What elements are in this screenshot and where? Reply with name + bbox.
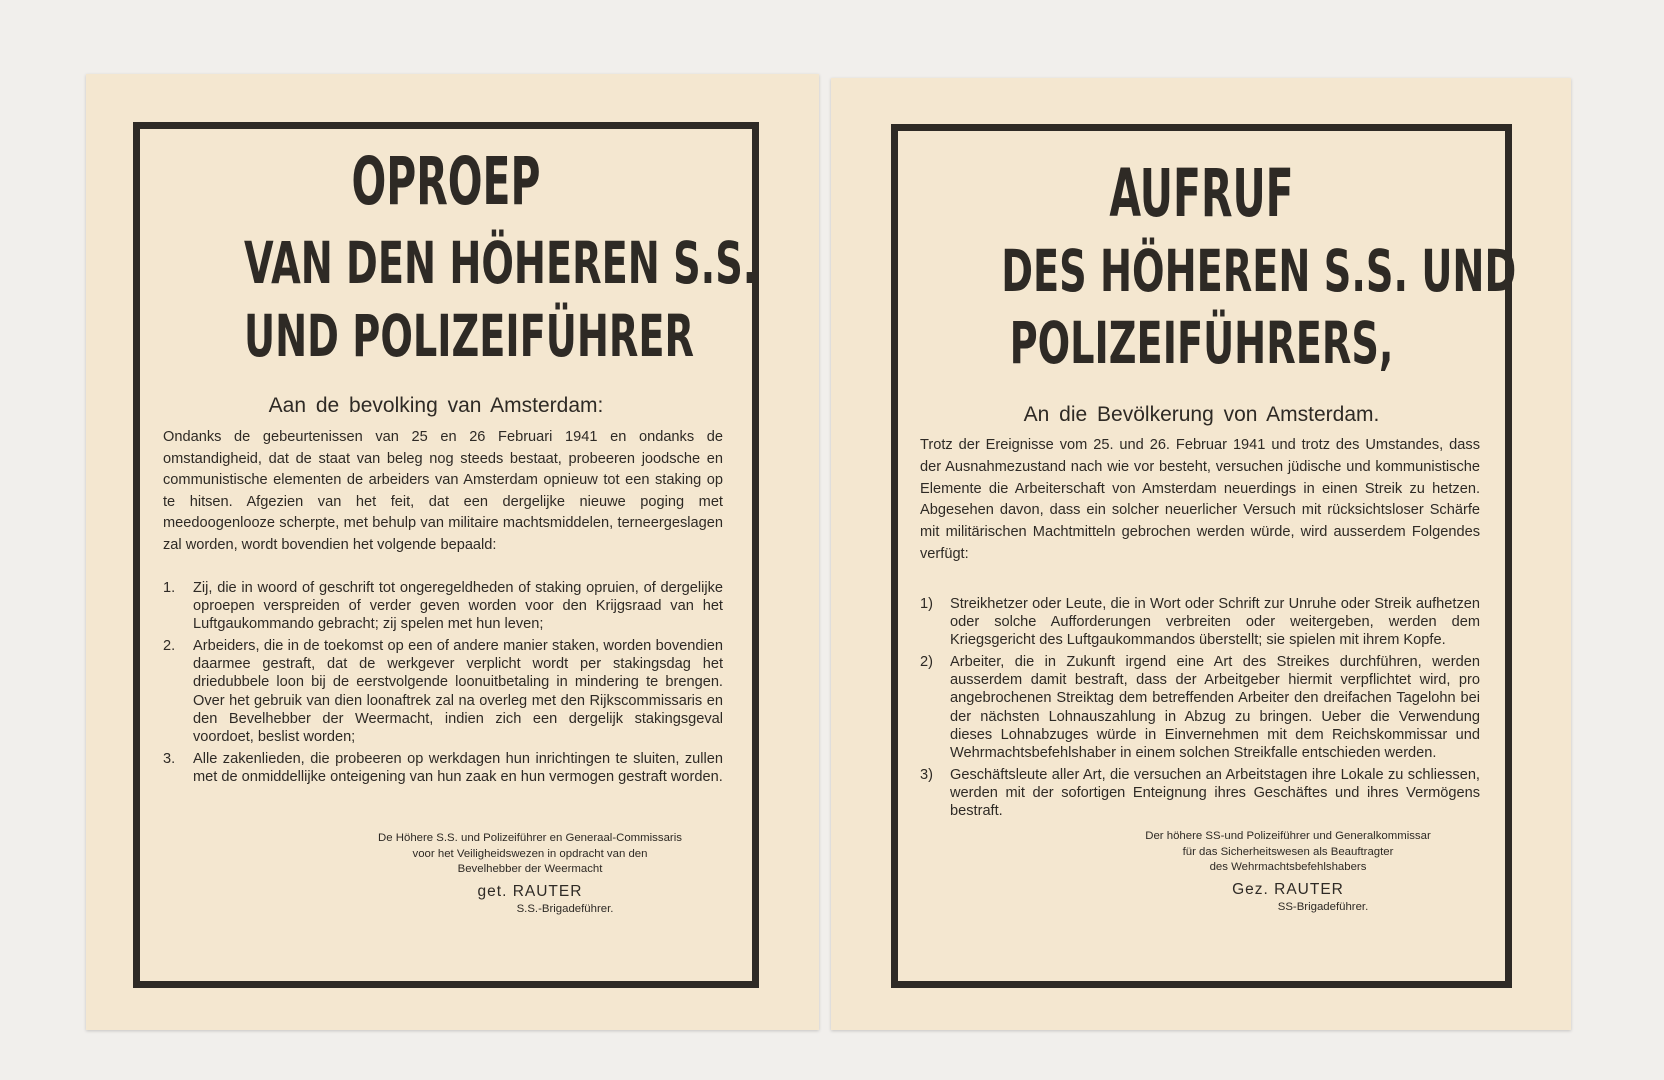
signature-line: De Höhere S.S. und Polizeiführer en Generaal-Commissaris <box>378 832 682 844</box>
german-headline-line2: DES HÖHEREN S.S. UND <box>1001 237 1517 305</box>
list-item-number: 2) <box>920 654 933 671</box>
dutch-headline-line3: UND POLIZEIFÜHRER <box>244 302 695 370</box>
german-headline-line3: POLIZEIFÜHRERS, <box>1009 309 1394 377</box>
german-poster <box>831 78 1571 1030</box>
signature-name: Gez. RAUTER <box>1232 880 1344 898</box>
list-item-text: Arbeiders, die in de toekomst op een of andere manier staken, worden bovendien daarmee gestraft, dat de werkgever verplicht wordt per stakingsdag het driedubbele loon bij de eerstvolgende loonuitbetaling in mindering te brengen. Over het gebruik van dien loonaftrek zal na overleg met den Rijkscommissaris en den Bevelhebber der Weermacht, indien zich een dergelijk stakingsgeval voordoet, beslist worden; <box>193 638 723 745</box>
dutch-poster-border <box>133 122 759 988</box>
list-item-text: Streikhetzer oder Leute, die in Wort oder Schrift zur Unruhe oder Streik aufhetzen oder solche Aufforderungen verbreiten oder weitergeben, werden dem Kriegsgericht des Luftgaukommandos überstellt; sie spielen mit ihrem Kopfe. <box>950 596 1480 649</box>
list-item <box>163 579 723 633</box>
german-greeting: An die Bevölkerung von Amsterdam. <box>1023 403 1380 426</box>
signature-rank: SS-Brigadeführer. <box>1277 900 1369 913</box>
signature-line: für das Sicherheitswesen als Beauftragter <box>1182 845 1394 858</box>
signature-rank: S.S.-Brigadeführer. <box>516 902 614 915</box>
list-item-text: Arbeiter, die in Zukunft irgend eine Art des Streikes durchführen, werden ausserdem damit bestraft, dass der Arbeitgeber hiermit verpflichtet wird, pro angebrochenen Streiktag dem betreffenden Arbeiter den dreifachen Tagelohn bei der nächsten Lohnauszahlung in Abzug zu bringen. Ueber die Verwendung dieses Lohnabzuges würde in Einvernehmen mit dem Reichskommissar und Wehrmachtsbefehlshaber in einem solchen Streikfalle entschieden werden. <box>950 654 1480 761</box>
list-item-number: 3. <box>163 750 176 767</box>
list-item-number: 3) <box>920 766 933 783</box>
german-signature-block <box>1078 829 1498 915</box>
list-item <box>163 637 723 746</box>
list-item <box>920 653 1480 762</box>
list-item-text: Geschäftsleute aller Art, die versuchen an Arbeitstagen ihre Lokale zu schliessen, werden mit der sofortigen Enteignung ihres Geschäftes und ihres Vermögens bestraft. <box>950 766 1480 820</box>
signature-line: des Wehrmachtsbefehlshabers <box>1209 861 1367 873</box>
dutch-headline-title: OPROEP <box>351 143 541 220</box>
dutch-poster <box>86 74 819 1030</box>
signature-line: Bevelhebber der Weermacht <box>457 863 603 875</box>
signature-name: get. RAUTER <box>477 882 583 900</box>
german-headline-title: AUFRUF <box>1109 155 1294 232</box>
dutch-decree-list <box>163 579 723 790</box>
list-item <box>920 595 1480 649</box>
list-item-number: 1) <box>920 596 933 612</box>
signature-line: voor het Veiligheidswezen in opdracht van den <box>412 847 648 860</box>
dutch-intro-paragraph: Ondanks de gebeurtenissen van 25 en 26 Februari 1941 en ondanks de omstandigheid, dat de staat van beleg nog steeds bestaat, probeeren joodsche en communistische elementen de arbeiders van Amsterdam opnieuw tot een staking op te hitsen. Afgezien van het feit, dat een dergelijke nieuwe poging met meedoogenlooze scherpte, met behulp van militaire machtsmiddelen, terneergeslagen zal worden, wordt bovendien het volgende bepaald: <box>163 429 723 553</box>
list-item-text: Alle zakenlieden, die probeeren op werkdagen hun inrichtingen te sluiten, zullen met de onmiddellijke onteigening van hun zaak en hun vermogen gestraft worden. <box>193 750 723 785</box>
dutch-headline-line2: VAN DEN HÖHEREN S.S. <box>244 229 758 297</box>
list-item-text: Zij, die in woord of geschrift tot ongeregeldheden of staking opruien, of dergelijke oproepen verspreiden of verder geven worden voor den Krijgsraad van het Luftgaukommando gebracht; zij spelen met hun leven; <box>193 580 723 633</box>
dutch-greeting: Aan de bevolking van Amsterdam: <box>268 394 604 417</box>
list-item-number: 1. <box>163 580 176 596</box>
list-item <box>163 750 723 786</box>
german-intro-paragraph: Trotz der Ereignisse vom 25. und 26. Februar 1941 und trotz des Umstandes, dass der Ausnahmezustand nach wie vor besteht, versuchen jüdische und kommunistische Elemente die Arbeiterschaft von Amsterdam neuerdings in einen Streik zu hetzen. Abgesehen davon, dass ein solcher neuerlicher Versuch mit rücksichtsloser Schärfe mit militärischen Machtmitteln gebrochen werden würde, wird ausserdem Folgendes verfügt: <box>920 437 1480 562</box>
german-decree-list <box>920 595 1480 824</box>
dutch-signature-block <box>320 831 740 917</box>
list-item-number: 2. <box>163 638 176 655</box>
list-item <box>920 766 1480 820</box>
german-poster-border <box>891 124 1517 988</box>
signature-line: Der höhere SS-und Polizeiführer und Generalkommissar <box>1145 830 1431 842</box>
